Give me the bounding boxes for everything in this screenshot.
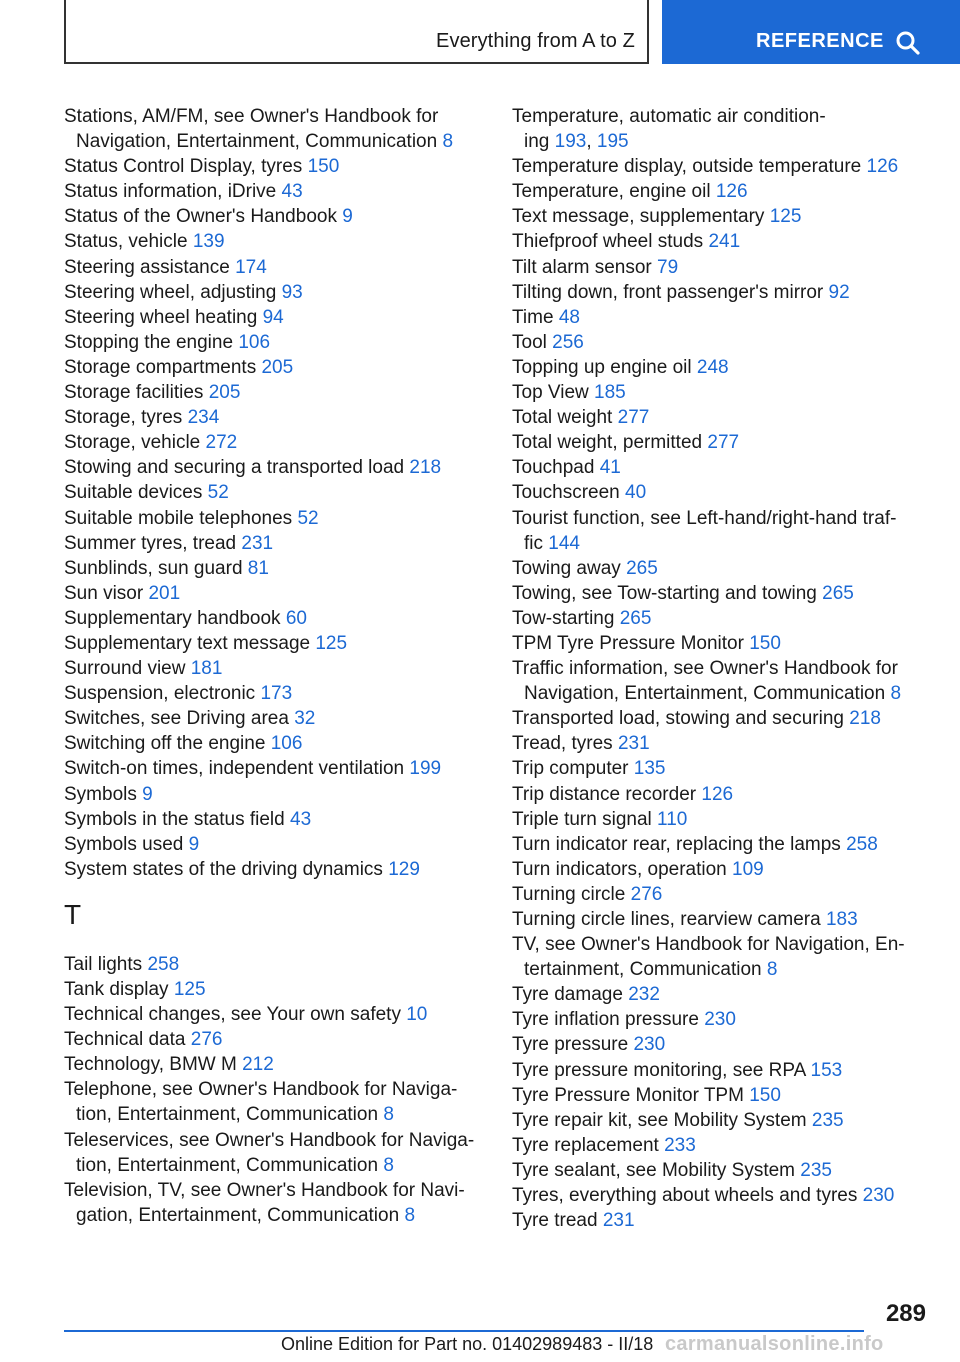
- page-reference-link[interactable]: 144: [548, 532, 580, 554]
- index-entry: [64, 631, 484, 656]
- entry-term-continued: tertainment, Communication: [524, 959, 762, 981]
- page-reference-link[interactable]: 248: [696, 356, 729, 378]
- page-reference-link[interactable]: 234: [187, 407, 220, 429]
- entry-term: Top View: [512, 382, 589, 404]
- page-reference-link[interactable]: 231: [241, 532, 274, 554]
- index-entry: [512, 631, 932, 656]
- page-reference-link[interactable]: 193: [554, 131, 587, 153]
- page-reference-link[interactable]: 230: [633, 1034, 666, 1056]
- index-entry: [512, 581, 932, 606]
- page-reference-link[interactable]: 52: [207, 482, 229, 504]
- index-column-left: [64, 104, 484, 1228]
- entry-term: Supplementary handbook: [64, 607, 281, 629]
- page-reference-link[interactable]: 199: [409, 758, 442, 780]
- entry-term: Technical changes, see Your own safety: [64, 1004, 401, 1026]
- index-entry: [512, 506, 932, 556]
- entry-term: Status information, iDrive: [64, 181, 277, 203]
- entry-term: Towing, see Tow-starting and towing: [512, 582, 817, 604]
- entry-term-continued: tion, Entertainment, Communication: [76, 1104, 379, 1126]
- entry-term: Text message, supplementary: [512, 206, 765, 228]
- index-entry: [64, 656, 484, 681]
- index-entry: [64, 857, 484, 882]
- entry-term-continued: ing: [524, 131, 550, 153]
- entry-term: Stopping the engine: [64, 331, 234, 353]
- index-group-s: [64, 104, 484, 882]
- index-entry: [512, 1133, 932, 1158]
- entry-term: Symbols: [64, 783, 137, 805]
- index-entry: [512, 907, 932, 932]
- page-reference-link[interactable]: 125: [769, 206, 802, 228]
- index-entry: [64, 606, 484, 631]
- index-entry: [64, 782, 484, 807]
- page-reference-link[interactable]: 9: [142, 783, 153, 805]
- page-reference-link[interactable]: 8: [442, 131, 454, 153]
- entry-term: Technology, BMW M: [64, 1054, 237, 1076]
- page-reference-link[interactable]: 109: [732, 858, 764, 880]
- index-entry: [64, 179, 484, 204]
- entry-term: Tyre sealant, see Mobility System: [512, 1159, 795, 1181]
- watermark-logo: carmanualsonline.info: [665, 1333, 884, 1355]
- index-entry: [512, 255, 932, 280]
- index-entry: [512, 1058, 932, 1083]
- entry-term: TV, see Owner's Handbook for Navigation, En-: [512, 934, 905, 956]
- page-reference-link[interactable]: 218: [409, 457, 442, 479]
- page-reference-link[interactable]: 60: [285, 607, 307, 629]
- page-reference-link[interactable]: 8: [404, 1204, 416, 1226]
- page-reference-link[interactable]: 231: [602, 1210, 635, 1232]
- entry-term: Tool: [512, 331, 547, 353]
- index-entry: [512, 179, 932, 204]
- page-reference-link[interactable]: 265: [626, 557, 658, 579]
- entry-term: Tail lights: [64, 953, 143, 975]
- page-reference-link[interactable]: 9: [188, 833, 200, 855]
- entry-term: Tyre pressure monitoring, see RPA: [512, 1059, 806, 1081]
- entry-term: Status, vehicle: [64, 231, 188, 253]
- index-entry: [64, 977, 484, 1002]
- index-entry: [512, 154, 932, 179]
- page-reference-link[interactable]: 126: [701, 783, 734, 805]
- entry-term: Turn indicator rear, replacing the lamps: [512, 833, 841, 855]
- index-entry: [64, 430, 484, 455]
- page-reference-link[interactable]: 265: [822, 582, 854, 604]
- page-reference-link[interactable]: 231: [617, 733, 650, 755]
- index-entry: [64, 305, 484, 330]
- index-entry: [512, 330, 932, 355]
- page-reference-link[interactable]: 173: [260, 683, 293, 705]
- index-entry: [64, 706, 484, 731]
- index-entry: [512, 982, 932, 1007]
- entry-term: Steering assistance: [64, 256, 230, 278]
- index-entry: Temperature, automatic air condition- ing 193, 195: [512, 106, 826, 153]
- page-reference-link[interactable]: 205: [208, 382, 241, 404]
- index-entry: [512, 430, 932, 455]
- page-reference-link[interactable]: 43: [290, 808, 312, 830]
- index-entry: [512, 1158, 932, 1183]
- entry-term: Status of the Owner's Handbook: [64, 206, 337, 228]
- index-entry: [512, 782, 932, 807]
- entry-term: Summer tyres, tread: [64, 532, 237, 554]
- page-reference-link[interactable]: 181: [190, 658, 223, 680]
- entry-term: Turning circle lines, rearview camera: [512, 909, 821, 930]
- page-reference-link[interactable]: 8: [383, 1104, 394, 1126]
- index-entry: [64, 832, 484, 857]
- index-entry: [64, 581, 484, 606]
- page-reference-link[interactable]: 258: [147, 953, 180, 975]
- entry-term: Tilt alarm sensor: [512, 256, 652, 278]
- entry-term: Tyre replacement: [512, 1134, 659, 1156]
- index-entry: [512, 756, 932, 781]
- entry-term: Storage, tyres: [64, 407, 183, 429]
- entry-term: Tyre tread: [512, 1210, 598, 1232]
- entry-term: Tank display: [64, 979, 169, 1000]
- letter-heading: T: [64, 898, 82, 930]
- page-reference-link[interactable]: 235: [811, 1109, 844, 1131]
- page-reference-link[interactable]: 256: [552, 331, 584, 353]
- entry-term: Telephone, see Owner's Handbook for Naviga-: [64, 1079, 458, 1101]
- entry-term: Touchpad: [512, 457, 595, 479]
- page-reference-link[interactable]: 232: [628, 984, 660, 1006]
- index-entry: [512, 405, 932, 430]
- index-entry: [64, 330, 484, 355]
- entry-term: Total weight: [512, 407, 613, 429]
- entry-term: Tread, tyres: [512, 733, 613, 755]
- index-entry: [64, 1128, 484, 1178]
- entry-term: Television, TV, see Owner's Handbook for Navi-: [64, 1179, 465, 1201]
- index-entry: [512, 706, 932, 731]
- page-reference-link[interactable]: 183: [825, 909, 858, 930]
- index-entry: [512, 857, 932, 882]
- page-reference-link[interactable]: 139: [192, 231, 225, 253]
- index-group-t: [64, 952, 484, 1228]
- page-reference-link[interactable]: 52: [297, 507, 319, 529]
- index-entry: [64, 104, 484, 154]
- index-entry: [64, 556, 484, 581]
- entry-term: Time: [512, 306, 554, 328]
- entry-term: Tyre repair kit, see Mobility System: [512, 1109, 807, 1131]
- entry-term: Thiefproof wheel studs: [512, 231, 704, 253]
- index-entry: [512, 480, 932, 505]
- page-reference-link[interactable]: 185: [594, 382, 626, 404]
- index-entry: [512, 355, 932, 380]
- entry-term: Total weight, permitted: [512, 432, 703, 454]
- entry-term: Transported load, stowing and securing: [512, 708, 844, 730]
- index-entry: [512, 882, 932, 907]
- index-entry: [64, 229, 484, 254]
- entry-term: Supplementary text message: [64, 632, 311, 654]
- index-entry: [512, 656, 932, 706]
- page-reference-link[interactable]: 40: [625, 482, 647, 504]
- page-reference-link[interactable]: 150: [749, 632, 781, 654]
- page-reference-link[interactable]: 277: [707, 432, 740, 454]
- index-entry: [512, 280, 932, 305]
- entry-term: Switch-on times, independent ventilation: [64, 758, 405, 780]
- index-entry: [64, 531, 484, 556]
- index-entry: [64, 480, 484, 505]
- page-reference-link[interactable]: 174: [235, 256, 267, 278]
- index-entry: [512, 832, 932, 857]
- entry-term: Tow-starting: [512, 607, 615, 629]
- page-reference-link[interactable]: 212: [242, 1054, 274, 1076]
- entry-term: Suitable devices: [64, 482, 203, 504]
- page-reference-link[interactable]: 195: [596, 131, 629, 153]
- entry-term: Tyres, everything about wheels and tyres: [512, 1185, 858, 1207]
- index-entry: [64, 355, 484, 380]
- entry-term: Surround view: [64, 658, 186, 680]
- index-group-t-continued: [512, 104, 932, 1233]
- page-reference-link[interactable]: 153: [810, 1059, 843, 1081]
- page-reference-link[interactable]: 106: [270, 733, 303, 755]
- index-entry: [64, 455, 484, 480]
- entry-term-continued: tion, Entertainment, Communication: [76, 1154, 379, 1176]
- index-entry: [64, 1077, 484, 1127]
- entry-term: Storage compartments: [64, 356, 257, 378]
- page-reference-link[interactable]: 106: [238, 331, 271, 353]
- entry-term: Suspension, electronic: [64, 683, 256, 705]
- page-number: 289: [885, 1300, 926, 1327]
- index-entry: [512, 1083, 932, 1108]
- index-entry: [64, 681, 484, 706]
- index-entry: [512, 556, 932, 581]
- entry-term: Temperature display, outside temperature: [512, 156, 862, 178]
- entry-term: Tilting down, front passenger's mirror: [512, 281, 824, 303]
- index-entry: [64, 506, 484, 531]
- page-reference-link[interactable]: 265: [619, 607, 652, 629]
- page-reference-link[interactable]: 92: [828, 281, 850, 303]
- entry-term: Turn indicators, operation: [512, 858, 727, 880]
- header-title-box: [64, 0, 649, 64]
- index-entry: [64, 756, 484, 781]
- entry-term: Suitable mobile telephones: [64, 507, 293, 529]
- entry-term: Touchscreen: [512, 482, 620, 504]
- index-entry: [512, 1007, 932, 1032]
- index-entry: [64, 154, 484, 179]
- page-reference-link[interactable]: 8: [890, 683, 902, 705]
- entry-term: Tyre Pressure Monitor TPM: [512, 1084, 744, 1106]
- index-entry: [64, 280, 484, 305]
- index-entry: [512, 380, 932, 405]
- search-icon[interactable]: [895, 30, 921, 56]
- page-reference-link[interactable]: 230: [862, 1185, 895, 1207]
- page-reference-link[interactable]: 276: [630, 883, 663, 905]
- page-reference-link[interactable]: 233: [664, 1134, 696, 1156]
- entry-term: Towing away: [512, 557, 621, 579]
- index-entry: [512, 731, 932, 756]
- index-entry: [512, 455, 932, 480]
- entry-term: Sun visor: [64, 582, 144, 604]
- index-entry: [512, 1183, 932, 1208]
- entry-term: Tyre inflation pressure: [512, 1009, 699, 1031]
- page-reference-link[interactable]: 8: [383, 1154, 394, 1176]
- page-reference-link[interactable]: 9: [342, 206, 353, 228]
- entry-term: Symbols used: [64, 833, 184, 855]
- entry-term: Topping up engine oil: [512, 356, 692, 378]
- page-reference-link[interactable]: 241: [708, 231, 741, 253]
- page-reference-link[interactable]: 129: [388, 858, 420, 880]
- entry-term: Tourist function, see Left-hand/right-hand traf-: [512, 507, 897, 529]
- footer-divider: [64, 1330, 864, 1332]
- index-entry: [64, 380, 484, 405]
- page-reference-link[interactable]: 110: [657, 808, 688, 830]
- page-reference-link[interactable]: 94: [262, 306, 284, 328]
- page-reference-link[interactable]: 126: [715, 181, 748, 203]
- entry-term-continued: gation, Entertainment, Communication: [76, 1204, 400, 1226]
- page-reference-link[interactable]: 150: [307, 156, 340, 178]
- page-reference-link[interactable]: 126: [866, 156, 899, 178]
- page-reference-link[interactable]: 258: [846, 833, 878, 855]
- page-reference-link[interactable]: 125: [315, 632, 348, 654]
- entry-term: Tyre pressure: [512, 1034, 629, 1056]
- entry-term: Storage facilities: [64, 382, 204, 404]
- index-entry: [512, 305, 932, 330]
- page-reference-link[interactable]: 276: [190, 1029, 223, 1051]
- entry-term: Tyre damage: [512, 984, 623, 1006]
- entry-term: Steering wheel heating: [64, 306, 258, 328]
- index-entry: [512, 1208, 932, 1233]
- page-reference-link[interactable]: 218: [849, 708, 881, 730]
- entry-term: Traffic information, see Owner's Handbook for: [512, 658, 898, 680]
- index-entry: [512, 204, 932, 229]
- entry-term: TPM Tyre Pressure Monitor: [512, 632, 744, 654]
- index-entry: [64, 731, 484, 756]
- page-reference-link[interactable]: 8: [766, 959, 778, 981]
- entry-term: Steering wheel, adjusting: [64, 281, 277, 303]
- entry-term: Teleservices, see Owner's Handbook for Naviga-: [64, 1129, 475, 1151]
- page-reference-link[interactable]: 10: [406, 1004, 428, 1026]
- entry-term: Temperature, automatic air condition-: [512, 106, 826, 127]
- entry-term: Status Control Display, tyres: [64, 156, 303, 178]
- entry-term: Sunblinds, sun guard: [64, 557, 243, 579]
- page-reference-link[interactable]: 272: [205, 432, 238, 454]
- edition-text: Online Edition for Part no. 01402989483 - II/18: [281, 1334, 654, 1354]
- page-reference-link[interactable]: 201: [148, 582, 181, 604]
- entry-term: Triple turn signal: [512, 808, 652, 830]
- entry-term: Temperature, engine oil: [512, 181, 711, 203]
- index-entry: [64, 1052, 484, 1077]
- index-entry: [512, 932, 932, 982]
- index-entry: [64, 1178, 484, 1228]
- index-entry: [64, 204, 484, 229]
- page-reference-link[interactable]: 79: [657, 256, 679, 278]
- index-entry: [64, 255, 484, 280]
- page-reference-link[interactable]: 48: [558, 306, 580, 328]
- entry-term-continued: fic: [524, 532, 543, 554]
- index-entry: [512, 606, 932, 631]
- page-reference-link[interactable]: 32: [294, 708, 316, 730]
- entry-term: System states of the driving dynamics: [64, 858, 383, 880]
- entry-term: Stations, AM/FM, see Owner's Handbook for: [64, 106, 439, 127]
- page-reference-link[interactable]: 135: [633, 758, 666, 780]
- entry-term: Technical data: [64, 1029, 186, 1051]
- page-reference-link[interactable]: 230: [704, 1009, 736, 1031]
- page-reference-link[interactable]: 41: [599, 457, 621, 479]
- entry-term: Turning circle: [512, 883, 626, 905]
- page-reference-link[interactable]: 43: [281, 181, 303, 203]
- page-reference-link[interactable]: 235: [800, 1159, 832, 1181]
- index-entry: [512, 807, 932, 832]
- entry-term: Storage, vehicle: [64, 432, 201, 454]
- page-reference-link[interactable]: 150: [749, 1084, 781, 1106]
- entry-term-continued: Navigation, Entertainment, Communication: [76, 131, 438, 153]
- entry-term: Stowing and securing a transported load: [64, 457, 405, 479]
- index-entry: [512, 1108, 932, 1133]
- entry-term: Switches, see Driving area: [64, 708, 289, 730]
- page-reference-link[interactable]: 93: [281, 281, 303, 303]
- section-label: REFERENCE: [756, 30, 884, 52]
- index-entry: [64, 1002, 484, 1027]
- entry-term-continued: Navigation, Entertainment, Communication: [524, 683, 886, 705]
- index-entry: [512, 229, 932, 254]
- page-reference-link[interactable]: 277: [617, 407, 650, 429]
- index-entry: [64, 952, 484, 977]
- page-reference-link[interactable]: 205: [261, 356, 294, 378]
- page-reference-link[interactable]: 125: [173, 979, 206, 1000]
- index-entry: [64, 807, 484, 832]
- header-title: Everything from A to Z: [436, 30, 635, 52]
- index-entry: [512, 1032, 932, 1057]
- index-column-right: [512, 104, 932, 1233]
- entry-term: Trip distance recorder: [512, 783, 697, 805]
- entry-term: Symbols in the status field: [64, 808, 285, 830]
- entry-term: Switching off the engine: [64, 733, 266, 755]
- page-reference-link[interactable]: 81: [247, 557, 269, 579]
- index-entry: [64, 405, 484, 430]
- entry-term: Trip computer: [512, 758, 629, 780]
- index-entry: [64, 1027, 484, 1052]
